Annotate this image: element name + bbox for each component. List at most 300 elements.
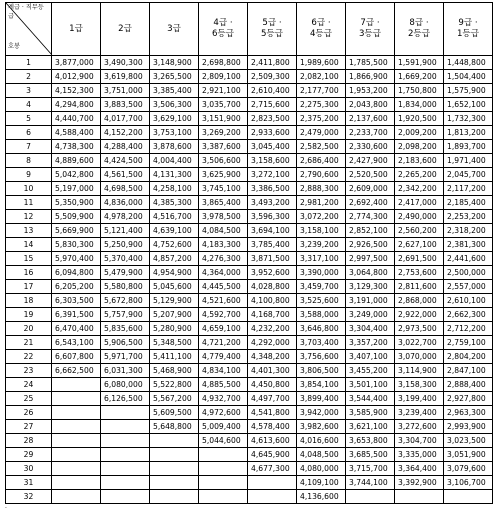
salary-cell: 2,712,200 bbox=[444, 322, 493, 336]
salary-cell: 3,022,700 bbox=[395, 336, 444, 350]
salary-cell: 2,009,200 bbox=[395, 126, 444, 140]
salary-cell: 3,272,100 bbox=[248, 168, 297, 182]
table-row bbox=[6, 224, 493, 238]
table-row bbox=[6, 490, 493, 504]
salary-cell bbox=[395, 490, 444, 504]
salary-cell: 1,866,900 bbox=[346, 70, 395, 84]
salary-cell: 2,662,300 bbox=[444, 308, 493, 322]
salary-cell: 2,811,600 bbox=[395, 280, 444, 294]
grade-header-text: 5등급 bbox=[260, 29, 284, 39]
salary-cell: 5,468,900 bbox=[150, 364, 199, 378]
salary-cell: 5,522,800 bbox=[150, 378, 199, 392]
salary-cell: 3,745,100 bbox=[199, 182, 248, 196]
step-number-cell: 7 bbox=[6, 140, 52, 154]
grade-header-5 bbox=[248, 3, 297, 56]
salary-cell: 3,715,700 bbox=[346, 462, 395, 476]
salary-cell: 3,158,300 bbox=[395, 378, 444, 392]
salary-cell: 3,756,600 bbox=[297, 350, 346, 364]
salary-cell: 4,541,800 bbox=[248, 406, 297, 420]
salary-cell: 4,561,500 bbox=[101, 168, 150, 182]
salary-cell: 2,117,200 bbox=[444, 182, 493, 196]
salary-cell: 4,834,100 bbox=[199, 364, 248, 378]
salary-cell: 3,265,500 bbox=[150, 70, 199, 84]
table-row bbox=[6, 350, 493, 364]
salary-cell: 2,342,200 bbox=[395, 182, 444, 196]
salary-cell: 3,158,600 bbox=[248, 154, 297, 168]
salary-cell: 3,392,900 bbox=[395, 476, 444, 490]
salary-cell: 4,028,800 bbox=[248, 280, 297, 294]
salary-cell: 1,504,400 bbox=[444, 70, 493, 84]
salary-cell: 2,560,200 bbox=[395, 224, 444, 238]
salary-cell: 2,509,300 bbox=[248, 70, 297, 84]
corner-header-cell bbox=[6, 3, 52, 56]
grade-header-text: 3등급 bbox=[358, 29, 382, 39]
salary-cell: 2,183,600 bbox=[395, 154, 444, 168]
step-number-cell: 21 bbox=[6, 336, 52, 350]
salary-cell: 4,978,200 bbox=[101, 210, 150, 224]
salary-cell: 4,885,500 bbox=[199, 378, 248, 392]
salary-cell: 3,621,100 bbox=[346, 420, 395, 434]
salary-cell: 5,350,900 bbox=[52, 196, 101, 210]
salary-cell: 5,970,400 bbox=[52, 252, 101, 266]
salary-cell: 3,317,100 bbox=[297, 252, 346, 266]
salary-cell bbox=[199, 448, 248, 462]
salary-cell: 5,411,100 bbox=[150, 350, 199, 364]
grade-header-text: 4등급 bbox=[309, 29, 333, 39]
salary-cell: 4,012,900 bbox=[52, 70, 101, 84]
salary-cell: 3,459,700 bbox=[297, 280, 346, 294]
salary-cell: 4,972,600 bbox=[199, 406, 248, 420]
grade-header-text: 9급 · bbox=[458, 18, 478, 28]
salary-cell: 4,183,300 bbox=[199, 238, 248, 252]
salary-cell: 4,100,800 bbox=[248, 294, 297, 308]
table-row bbox=[6, 84, 493, 98]
table-row bbox=[6, 238, 493, 252]
salary-cell: 3,596,300 bbox=[248, 210, 297, 224]
salary-cell: 4,440,700 bbox=[52, 112, 101, 126]
salary-cell: 1,989,600 bbox=[297, 56, 346, 70]
salary-cell: 4,084,500 bbox=[199, 224, 248, 238]
salary-cell: 3,272,600 bbox=[395, 420, 444, 434]
salary-cell: 6,543,100 bbox=[52, 336, 101, 350]
grade-header-text: 2급 bbox=[118, 23, 132, 34]
salary-cell bbox=[444, 490, 493, 504]
salary-cell: 5,250,900 bbox=[101, 238, 150, 252]
salary-cell: 4,152,300 bbox=[52, 84, 101, 98]
salary-cell: 3,744,100 bbox=[346, 476, 395, 490]
salary-cell: 2,981,200 bbox=[297, 196, 346, 210]
salary-cell bbox=[199, 490, 248, 504]
salary-cell: 4,258,100 bbox=[150, 182, 199, 196]
salary-cell: 2,185,400 bbox=[444, 196, 493, 210]
salary-cell: 4,592,700 bbox=[199, 308, 248, 322]
salary-cell: 5,835,600 bbox=[101, 322, 150, 336]
salary-cell: 3,854,100 bbox=[297, 378, 346, 392]
salary-cell: 3,407,100 bbox=[346, 350, 395, 364]
salary-cell: 2,691,500 bbox=[395, 252, 444, 266]
salary-cell: 2,692,400 bbox=[346, 196, 395, 210]
footnote: . bbox=[5, 503, 7, 510]
salary-cell: 4,677,300 bbox=[248, 462, 297, 476]
salary-cell: 3,269,200 bbox=[199, 126, 248, 140]
corner-label-grade-cont: 급 bbox=[8, 13, 14, 20]
salary-cell: 4,152,200 bbox=[101, 126, 150, 140]
salary-cell: 5,479,900 bbox=[101, 266, 150, 280]
salary-cell: 5,669,900 bbox=[52, 224, 101, 238]
salary-cell: 3,544,400 bbox=[346, 392, 395, 406]
salary-cell: 2,520,500 bbox=[346, 168, 395, 182]
salary-cell: 2,082,100 bbox=[297, 70, 346, 84]
salary-cell: 5,197,000 bbox=[52, 182, 101, 196]
step-number-cell: 11 bbox=[6, 196, 52, 210]
step-number-cell: 2 bbox=[6, 70, 52, 84]
salary-cell: 2,922,000 bbox=[395, 308, 444, 322]
salary-cell: 2,557,000 bbox=[444, 280, 493, 294]
table-row bbox=[6, 434, 493, 448]
salary-cell: 5,370,400 bbox=[101, 252, 150, 266]
step-number-cell: 15 bbox=[6, 252, 52, 266]
salary-cell: 4,017,700 bbox=[101, 112, 150, 126]
salary-cell: 2,790,600 bbox=[297, 168, 346, 182]
salary-cell: 5,045,600 bbox=[150, 280, 199, 294]
salary-cell: 6,470,400 bbox=[52, 322, 101, 336]
salary-cell: 3,525,600 bbox=[297, 294, 346, 308]
salary-step-table bbox=[5, 2, 493, 504]
salary-cell: 2,927,800 bbox=[444, 392, 493, 406]
salary-cell: 3,064,800 bbox=[346, 266, 395, 280]
pay-table-container bbox=[5, 2, 493, 504]
salary-cell: 2,847,100 bbox=[444, 364, 493, 378]
salary-cell: 3,978,500 bbox=[199, 210, 248, 224]
salary-cell: 4,889,600 bbox=[52, 154, 101, 168]
salary-cell: 5,567,200 bbox=[150, 392, 199, 406]
salary-cell: 3,982,600 bbox=[297, 420, 346, 434]
step-number-cell: 9 bbox=[6, 168, 52, 182]
salary-cell: 4,857,200 bbox=[150, 252, 199, 266]
salary-cell: 4,954,900 bbox=[150, 266, 199, 280]
salary-cell: 2,253,200 bbox=[444, 210, 493, 224]
salary-cell: 4,450,800 bbox=[248, 378, 297, 392]
salary-cell: 1,732,300 bbox=[444, 112, 493, 126]
salary-cell: 4,639,100 bbox=[150, 224, 199, 238]
salary-cell: 4,721,200 bbox=[199, 336, 248, 350]
salary-cell bbox=[150, 490, 199, 504]
salary-cell: 6,662,500 bbox=[52, 364, 101, 378]
salary-cell bbox=[52, 378, 101, 392]
salary-cell: 2,098,200 bbox=[395, 140, 444, 154]
salary-cell: 4,698,500 bbox=[101, 182, 150, 196]
grade-header-1 bbox=[52, 3, 101, 56]
table-row bbox=[6, 210, 493, 224]
salary-cell: 3,785,400 bbox=[248, 238, 297, 252]
salary-cell: 3,703,400 bbox=[297, 336, 346, 350]
salary-cell: 3,871,500 bbox=[248, 252, 297, 266]
salary-cell: 2,375,200 bbox=[297, 112, 346, 126]
salary-cell: 2,318,200 bbox=[444, 224, 493, 238]
salary-cell: 2,921,100 bbox=[199, 84, 248, 98]
salary-cell: 3,148,900 bbox=[150, 56, 199, 70]
table-row bbox=[6, 266, 493, 280]
salary-cell: 1,448,800 bbox=[444, 56, 493, 70]
salary-cell: 4,645,900 bbox=[248, 448, 297, 462]
salary-cell: 4,276,300 bbox=[199, 252, 248, 266]
grade-header-6 bbox=[297, 3, 346, 56]
grade-header-text: 2등급 bbox=[407, 29, 431, 39]
salary-cell: 4,588,400 bbox=[52, 126, 101, 140]
salary-cell: 4,080,000 bbox=[297, 462, 346, 476]
salary-cell: 1,750,800 bbox=[395, 84, 444, 98]
salary-cell: 2,774,300 bbox=[346, 210, 395, 224]
salary-cell bbox=[150, 434, 199, 448]
salary-cell bbox=[248, 490, 297, 504]
salary-cell: 3,952,600 bbox=[248, 266, 297, 280]
salary-cell: 4,288,400 bbox=[101, 140, 150, 154]
salary-cell: 2,715,600 bbox=[248, 98, 297, 112]
salary-cell: 5,348,500 bbox=[150, 336, 199, 350]
salary-cell: 2,973,500 bbox=[395, 322, 444, 336]
step-number-cell: 32 bbox=[6, 490, 52, 504]
grade-header-text: 7급 · bbox=[360, 18, 380, 28]
salary-cell: 3,629,100 bbox=[150, 112, 199, 126]
table-row bbox=[6, 126, 493, 140]
salary-cell: 4,521,600 bbox=[199, 294, 248, 308]
salary-cell: 1,893,700 bbox=[444, 140, 493, 154]
salary-cell: 2,043,800 bbox=[346, 98, 395, 112]
salary-cell: 2,823,500 bbox=[248, 112, 297, 126]
salary-cell bbox=[101, 476, 150, 490]
salary-cell: 1,971,400 bbox=[444, 154, 493, 168]
salary-cell: 2,441,600 bbox=[444, 252, 493, 266]
salary-cell: 3,899,400 bbox=[297, 392, 346, 406]
salary-cell: 5,509,900 bbox=[52, 210, 101, 224]
salary-cell: 4,294,800 bbox=[52, 98, 101, 112]
salary-cell: 3,023,500 bbox=[444, 434, 493, 448]
table-row bbox=[6, 308, 493, 322]
salary-cell: 4,168,700 bbox=[248, 308, 297, 322]
table-row bbox=[6, 70, 493, 84]
table-row bbox=[6, 196, 493, 210]
grade-header-7 bbox=[346, 3, 395, 56]
salary-cell bbox=[52, 490, 101, 504]
step-number-cell: 23 bbox=[6, 364, 52, 378]
salary-cell: 5,042,800 bbox=[52, 168, 101, 182]
salary-cell: 3,942,000 bbox=[297, 406, 346, 420]
salary-cell bbox=[101, 490, 150, 504]
salary-cell: 4,497,700 bbox=[248, 392, 297, 406]
salary-cell: 2,411,800 bbox=[248, 56, 297, 70]
salary-cell: 2,275,300 bbox=[297, 98, 346, 112]
salary-cell: 2,479,000 bbox=[297, 126, 346, 140]
salary-cell: 3,455,200 bbox=[346, 364, 395, 378]
salary-cell: 4,752,600 bbox=[150, 238, 199, 252]
salary-cell: 5,672,800 bbox=[101, 294, 150, 308]
salary-cell: 1,652,100 bbox=[444, 98, 493, 112]
salary-cell: 3,304,400 bbox=[346, 322, 395, 336]
salary-cell bbox=[101, 462, 150, 476]
salary-cell: 3,883,500 bbox=[101, 98, 150, 112]
salary-cell: 3,191,000 bbox=[346, 294, 395, 308]
salary-cell: 4,109,100 bbox=[297, 476, 346, 490]
table-row bbox=[6, 336, 493, 350]
salary-cell: 3,865,400 bbox=[199, 196, 248, 210]
salary-cell: 2,753,600 bbox=[395, 266, 444, 280]
salary-cell: 3,653,800 bbox=[346, 434, 395, 448]
salary-cell: 3,619,800 bbox=[101, 70, 150, 84]
salary-cell: 5,648,800 bbox=[150, 420, 199, 434]
salary-cell: 2,177,700 bbox=[297, 84, 346, 98]
step-number-cell: 4 bbox=[6, 98, 52, 112]
salary-cell: 3,588,000 bbox=[297, 308, 346, 322]
salary-cell bbox=[199, 476, 248, 490]
salary-cell: 3,625,900 bbox=[199, 168, 248, 182]
salary-cell: 4,016,600 bbox=[297, 434, 346, 448]
grade-header-8 bbox=[395, 3, 444, 56]
step-number-cell: 28 bbox=[6, 434, 52, 448]
salary-cell: 2,759,100 bbox=[444, 336, 493, 350]
salary-cell bbox=[101, 448, 150, 462]
step-number-cell: 13 bbox=[6, 224, 52, 238]
salary-cell: 1,834,000 bbox=[395, 98, 444, 112]
grade-header-text: 8급 · bbox=[409, 18, 429, 28]
table-row bbox=[6, 448, 493, 462]
salary-cell bbox=[150, 462, 199, 476]
salary-cell: 3,390,000 bbox=[297, 266, 346, 280]
salary-cell: 2,330,600 bbox=[346, 140, 395, 154]
salary-cell: 3,493,200 bbox=[248, 196, 297, 210]
step-number-cell: 8 bbox=[6, 154, 52, 168]
salary-cell bbox=[101, 406, 150, 420]
salary-cell bbox=[52, 462, 101, 476]
salary-cell: 3,239,200 bbox=[297, 238, 346, 252]
salary-cell: 4,385,300 bbox=[150, 196, 199, 210]
salary-cell bbox=[52, 420, 101, 434]
corner-label-step: 호봉 bbox=[8, 43, 20, 50]
salary-cell: 2,868,000 bbox=[395, 294, 444, 308]
salary-cell: 3,051,900 bbox=[444, 448, 493, 462]
grade-header-3 bbox=[150, 3, 199, 56]
salary-cell bbox=[52, 434, 101, 448]
grade-header-text: 1등급 bbox=[456, 29, 480, 39]
salary-cell: 3,335,000 bbox=[395, 448, 444, 462]
table-row bbox=[6, 56, 493, 70]
salary-cell: 3,072,200 bbox=[297, 210, 346, 224]
salary-cell: 2,804,200 bbox=[444, 350, 493, 364]
salary-cell: 1,813,200 bbox=[444, 126, 493, 140]
step-number-cell: 30 bbox=[6, 462, 52, 476]
salary-cell: 3,490,300 bbox=[101, 56, 150, 70]
step-number-cell: 19 bbox=[6, 308, 52, 322]
table-row bbox=[6, 420, 493, 434]
salary-cell: 3,387,600 bbox=[199, 140, 248, 154]
salary-cell: 3,385,400 bbox=[150, 84, 199, 98]
salary-cell: 3,878,600 bbox=[150, 140, 199, 154]
header-row bbox=[6, 3, 493, 56]
table-row bbox=[6, 140, 493, 154]
salary-cell: 4,004,400 bbox=[150, 154, 199, 168]
salary-cell bbox=[52, 392, 101, 406]
salary-cell: 5,044,600 bbox=[199, 434, 248, 448]
salary-cell: 3,357,200 bbox=[346, 336, 395, 350]
table-row bbox=[6, 364, 493, 378]
salary-cell: 2,137,600 bbox=[346, 112, 395, 126]
salary-cell: 4,232,200 bbox=[248, 322, 297, 336]
table-row bbox=[6, 322, 493, 336]
salary-cell: 2,627,100 bbox=[395, 238, 444, 252]
salary-cell bbox=[52, 448, 101, 462]
salary-cell: 2,417,000 bbox=[395, 196, 444, 210]
salary-cell: 2,500,000 bbox=[444, 266, 493, 280]
salary-cell: 6,205,200 bbox=[52, 280, 101, 294]
salary-cell: 2,610,100 bbox=[444, 294, 493, 308]
salary-cell: 4,779,400 bbox=[199, 350, 248, 364]
step-number-cell: 26 bbox=[6, 406, 52, 420]
salary-cell: 6,607,800 bbox=[52, 350, 101, 364]
salary-cell: 6,094,800 bbox=[52, 266, 101, 280]
step-number-cell: 6 bbox=[6, 126, 52, 140]
salary-cell: 2,381,300 bbox=[444, 238, 493, 252]
salary-cell: 2,698,800 bbox=[199, 56, 248, 70]
salary-cell: 3,877,000 bbox=[52, 56, 101, 70]
salary-cell: 3,239,400 bbox=[395, 406, 444, 420]
salary-cell: 5,280,900 bbox=[150, 322, 199, 336]
salary-cell bbox=[150, 448, 199, 462]
salary-cell bbox=[199, 462, 248, 476]
table-row bbox=[6, 182, 493, 196]
salary-cell: 4,932,700 bbox=[199, 392, 248, 406]
salary-cell: 3,506,300 bbox=[150, 98, 199, 112]
salary-cell: 3,501,100 bbox=[346, 378, 395, 392]
salary-cell: 2,045,700 bbox=[444, 168, 493, 182]
salary-cell: 5,906,500 bbox=[101, 336, 150, 350]
salary-cell: 3,585,900 bbox=[346, 406, 395, 420]
step-number-cell: 10 bbox=[6, 182, 52, 196]
table-row bbox=[6, 154, 493, 168]
salary-cell: 2,427,900 bbox=[346, 154, 395, 168]
salary-cell: 4,348,200 bbox=[248, 350, 297, 364]
salary-cell: 2,610,400 bbox=[248, 84, 297, 98]
step-number-cell: 29 bbox=[6, 448, 52, 462]
step-number-cell: 22 bbox=[6, 350, 52, 364]
salary-cell: 1,785,500 bbox=[346, 56, 395, 70]
grade-header-text: 6급 · bbox=[311, 18, 331, 28]
salary-cell: 3,304,700 bbox=[395, 434, 444, 448]
grade-header-2 bbox=[101, 3, 150, 56]
salary-cell: 5,121,400 bbox=[101, 224, 150, 238]
salary-cell: 3,079,600 bbox=[444, 462, 493, 476]
salary-cell: 5,609,500 bbox=[150, 406, 199, 420]
salary-cell: 2,993,900 bbox=[444, 420, 493, 434]
salary-cell: 4,613,600 bbox=[248, 434, 297, 448]
salary-cell: 6,303,500 bbox=[52, 294, 101, 308]
salary-cell: 2,233,700 bbox=[346, 126, 395, 140]
salary-cell: 3,506,600 bbox=[199, 154, 248, 168]
grade-header-9 bbox=[444, 3, 493, 56]
salary-cell: 5,207,900 bbox=[150, 308, 199, 322]
table-row bbox=[6, 168, 493, 182]
salary-cell: 1,591,900 bbox=[395, 56, 444, 70]
step-number-cell: 27 bbox=[6, 420, 52, 434]
salary-cell: 5,580,800 bbox=[101, 280, 150, 294]
step-number-cell: 25 bbox=[6, 392, 52, 406]
table-row bbox=[6, 406, 493, 420]
salary-cell bbox=[52, 406, 101, 420]
salary-cell: 3,694,100 bbox=[248, 224, 297, 238]
salary-cell: 4,048,500 bbox=[297, 448, 346, 462]
salary-cell bbox=[150, 476, 199, 490]
salary-cell: 5,830,300 bbox=[52, 238, 101, 252]
salary-cell: 3,035,700 bbox=[199, 98, 248, 112]
salary-cell: 5,757,900 bbox=[101, 308, 150, 322]
